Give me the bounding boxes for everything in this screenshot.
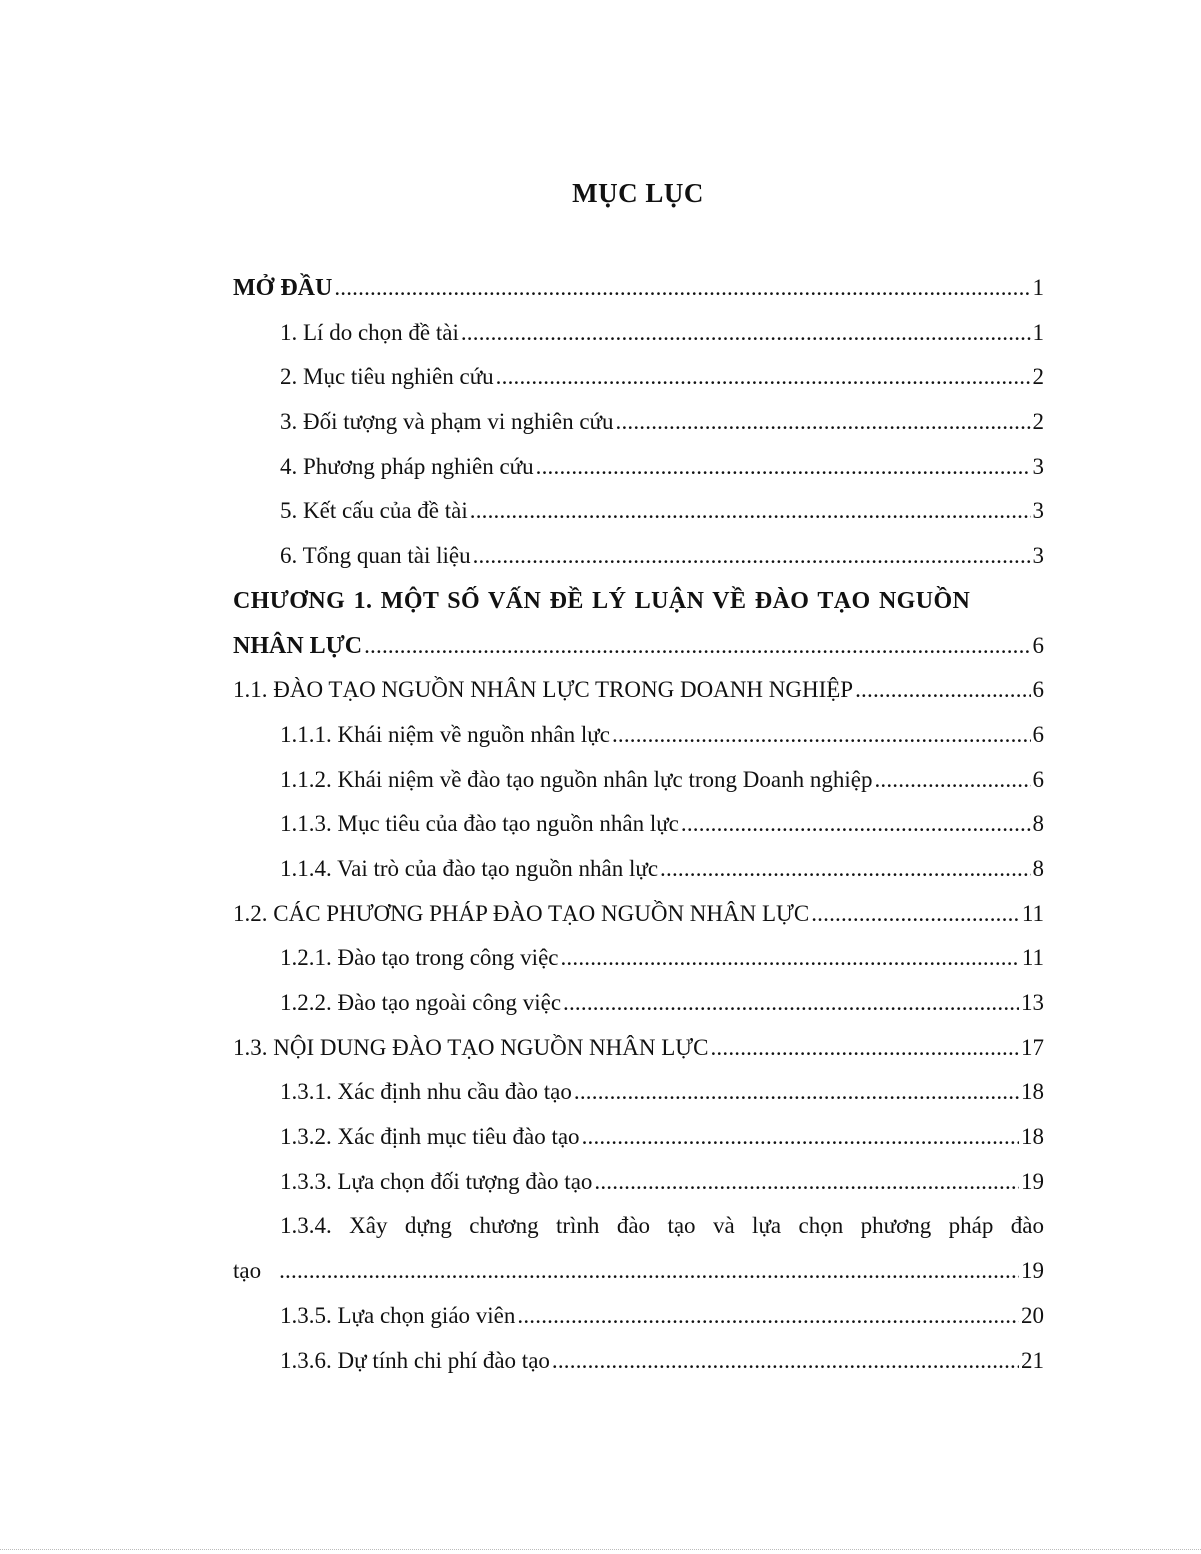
toc-entry-page: 3	[1032, 453, 1044, 479]
toc-entry-label: 1.3.6. Dự tính chi phí đào tạo	[280, 1347, 550, 1373]
toc-entry	[233, 355, 1044, 400]
toc-entry-label: 1.1.3. Mục tiêu của đào tạo nguồn nhân lực	[280, 811, 679, 837]
toc-entry	[233, 1115, 1044, 1160]
toc-leader-dots	[461, 311, 1031, 356]
toc-entry-label: 4. Phương pháp nghiên cứu	[280, 453, 534, 479]
toc-entry	[233, 534, 1044, 579]
toc-leader-dots	[574, 1070, 1019, 1115]
toc-entry-label: 6. Tổng quan tài liệu	[280, 543, 471, 569]
toc-leader-dots	[496, 355, 1031, 400]
toc-entry-page: 2	[1032, 409, 1044, 435]
toc-entry-page: 11	[1021, 900, 1044, 926]
toc-entry-page: 6	[1032, 721, 1044, 747]
toc-entry-label: 3. Đối tượng và phạm vi nghiên cứu	[280, 409, 614, 435]
toc-entry-label: 5. Kết cấu của đề tài	[280, 498, 468, 524]
toc-entry-label: 1.1.4. Vai trò của đào tạo nguồn nhân lực	[280, 855, 659, 881]
toc-leader-dots	[660, 847, 1030, 892]
toc-entry-label: 1.3. NỘI DUNG ĐÀO TẠO NGUỒN NHÂN LỰC	[233, 1034, 709, 1060]
toc-entry-page: 18	[1021, 1124, 1044, 1150]
toc-entry	[233, 1294, 1044, 1339]
toc-entry-label: MỞ ĐẦU	[233, 275, 333, 301]
toc-entry	[233, 1070, 1044, 1115]
toc-entry-label: 1.3.1. Xác định nhu cầu đào tạo	[280, 1079, 572, 1105]
toc-entry-page: 6	[1032, 632, 1044, 658]
toc-leader-dots	[563, 981, 1019, 1026]
toc-entry-section	[233, 668, 1044, 713]
toc-entry-page: 1	[1032, 275, 1044, 300]
toc-leader-dots	[552, 1339, 1019, 1384]
toc-entry-label: tạo	[233, 1258, 262, 1284]
toc-entry-page: 3	[1032, 498, 1044, 524]
toc-entry	[233, 1249, 1044, 1294]
toc-leader-dots	[582, 1115, 1019, 1160]
toc-leader-dots	[560, 936, 1019, 981]
toc-entry-label: 2. Mục tiêu nghiên cứu	[280, 364, 494, 390]
toc-entry-page: 17	[1021, 1034, 1044, 1060]
toc-entry-page: 6	[1032, 677, 1044, 703]
toc-entry-label: 1.2.1. Đào tạo trong công việc	[280, 945, 559, 971]
toc-entry-page: 19	[1021, 1168, 1044, 1194]
toc-leader-dots	[364, 624, 1030, 669]
toc-entry-wrapped-line1: 1.3.4. Xây dựng chương trình đào tạo và lựa chọn phương pháp đào	[280, 1213, 1044, 1239]
toc-chapter-heading-line1: CHƯƠNG 1. MỘT SỐ VẤN ĐỀ LÝ LUẬN VỀ ĐÀO TẠO NGUỒN	[233, 587, 971, 614]
toc-entry-page: 13	[1021, 990, 1044, 1015]
toc-entry-page: 3	[1032, 543, 1044, 569]
toc-leader-dots	[517, 1294, 1019, 1339]
toc-leader-dots	[681, 802, 1031, 847]
page-title: MỤC LỤC	[572, 178, 704, 208]
toc-entry	[233, 847, 1044, 892]
toc-entry	[233, 489, 1044, 534]
toc-entry-label: 1.1. ĐÀO TẠO NGUỒN NHÂN LỰC TRONG DOANH NGHIỆP	[233, 677, 854, 703]
toc-entry	[233, 936, 1044, 981]
toc-leader-dots	[279, 1249, 1019, 1294]
table-of-contents	[233, 266, 1044, 1383]
toc-entry-page: 2	[1032, 364, 1044, 390]
toc-entry-page: 6	[1032, 766, 1044, 792]
toc-entry-page: 1	[1032, 319, 1044, 345]
toc-entry	[233, 445, 1044, 490]
toc-entry-label: 1.3.5. Lựa chọn giáo viên	[280, 1302, 516, 1328]
toc-entry-page: 21	[1021, 1347, 1044, 1373]
toc-entry-page: 20	[1021, 1302, 1044, 1328]
toc-entry-chapter-1	[233, 624, 1044, 669]
toc-entry	[233, 758, 1044, 803]
toc-entry	[233, 1160, 1044, 1205]
toc-entry-label: 1.3.3. Lựa chọn đối tượng đào tạo	[280, 1168, 593, 1194]
toc-leader-dots	[473, 534, 1031, 579]
toc-entry-label: 1.1.2. Khái niệm về đào tạo nguồn nhân lực trong Doanh nghiệp	[280, 766, 873, 792]
toc-leader-dots	[616, 400, 1031, 445]
toc-entry	[233, 1339, 1044, 1384]
toc-leader-dots	[334, 266, 1030, 311]
toc-entry-label: 1.2. CÁC PHƯƠNG PHÁP ĐÀO TẠO NGUỒN NHÂN LỰC	[233, 900, 810, 926]
toc-entry	[233, 802, 1044, 847]
toc-entry	[233, 981, 1044, 1026]
toc-leader-dots	[710, 1026, 1019, 1071]
toc-leader-dots	[612, 713, 1031, 758]
toc-entry-label: 1. Lí do chọn đề tài	[280, 319, 459, 345]
toc-entry-page: 8	[1032, 811, 1044, 837]
page-bottom-edge	[0, 1549, 1201, 1551]
toc-leader-dots	[594, 1160, 1019, 1205]
toc-entry-section	[233, 892, 1044, 937]
toc-entry-page: 8	[1032, 855, 1044, 881]
toc-entry-mo-dau	[233, 266, 1044, 311]
toc-entry-label: 1.3.2. Xác định mục tiêu đào tạo	[280, 1124, 580, 1150]
toc-entry-page: 18	[1021, 1079, 1044, 1105]
toc-entry	[233, 400, 1044, 445]
toc-entry-page: 19	[1021, 1258, 1044, 1284]
toc-leader-dots	[855, 668, 1030, 713]
toc-leader-dots	[536, 445, 1031, 490]
toc-entry	[233, 311, 1044, 356]
toc-entry-label: NHÂN LỰC	[233, 632, 363, 659]
toc-entry	[233, 713, 1044, 758]
toc-leader-dots	[811, 892, 1020, 937]
toc-entry-label: 1.1.1. Khái niệm về nguồn nhân lực	[280, 721, 610, 747]
toc-entry-section	[233, 1026, 1044, 1071]
toc-entry-page: 11	[1021, 945, 1044, 971]
toc-leader-dots	[470, 489, 1031, 534]
toc-leader-dots	[874, 758, 1030, 803]
toc-entry-label: 1.2.2. Đào tạo ngoài công việc	[280, 990, 562, 1015]
